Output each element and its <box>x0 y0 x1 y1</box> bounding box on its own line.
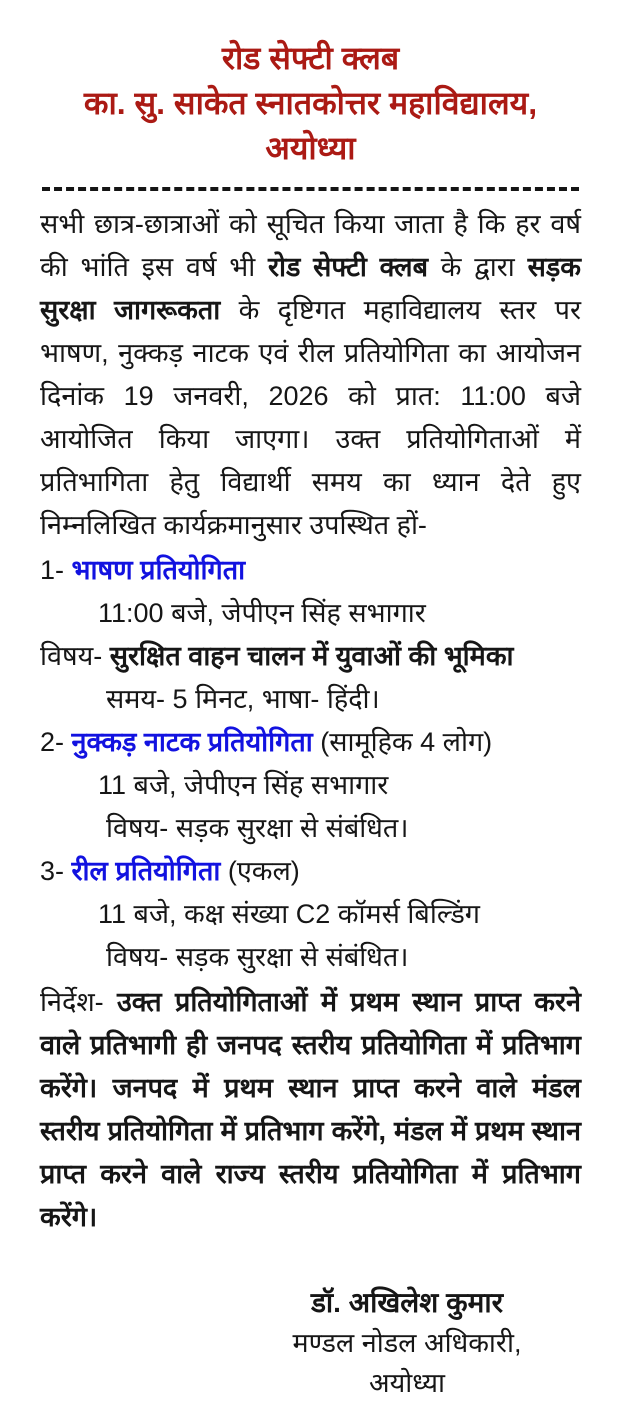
city-name: अयोध्या <box>265 130 356 166</box>
intro-paragraph: सभी छात्र-छात्राओं को सूचित किया जाता है कि हर वर्ष की भांति इस वर्ष भी रोड सेफ्टी क्लब के द्वारा सड़क सुरक्षा जागरूकता के दृष्टिगत महाविद्यालय स्तर पर भाषण, नुक्कड़ नाटक एवं रील प्रतियोगिता का आयोजन दिनांक 19 जनवरी, 2026 को प्रात: 11:00 बजे आयोजित किया जाएगा। उक्त प्रतियोगिताओं में प्रतिभागिता हेतु विद्यार्थी समय का ध्यान देते हुए निम्नलिखित कार्यक्रमानुसार उपस्थित हों- <box>40 209 581 540</box>
item-duration-language: समय- 5 मिनट, भाषा- हिंदी। <box>106 684 380 714</box>
signatory-role: मण्डल नोडल अधिकारी, <box>292 1328 522 1358</box>
item-heading: 3- रील प्रतियोगिता (एकल) <box>40 856 300 886</box>
item-time-venue: 11:00 बजे, जेपीएन सिंह सभागार <box>98 598 426 628</box>
club-name: रोड सेफ्टी क्लब <box>221 40 400 76</box>
schedule-item-street-play-contest <box>40 721 581 850</box>
instructions-paragraph: निर्देश- उक्त प्रतियोगिताओं में प्रथम स्थान प्राप्त करने वाले प्रतिभागी ही जनपद स्तरीय प्रतियोगिता में प्रतिभाग करेंगे। जनपद में प्रथम स्थान प्राप्त करने वाले मंडल स्तरीय प्रतियोगिता में प्रतिभाग करेंगे, मंडल में प्रथम स्थान प्राप्त करने वाले राज्य स्तरीय प्रतियोगिता में प्रतिभाग करेंगे। <box>40 987 581 1232</box>
signature-block <box>257 1283 557 1403</box>
item-heading: 1- भाषण प्रतियोगिता <box>40 555 246 585</box>
schedule-item-speech-contest <box>40 549 581 721</box>
schedule-item-reel-contest <box>40 850 581 979</box>
item-time-venue: 11 बजे, कक्ष संख्या C2 कॉमर्स बिल्डिंग <box>98 899 480 929</box>
signatory-name: डॉ. अखिलेश कुमार <box>310 1287 504 1318</box>
college-name: का. सु. साकेत स्नातकोत्तर महाविद्यालय, <box>83 85 538 121</box>
schedule-list <box>40 549 581 979</box>
item-heading: 2- नुक्कड़ नाटक प्रतियोगिता (सामूहिक 4 लोग) <box>40 727 493 757</box>
item-topic: विषय- सुरक्षित वाहन चालन में युवाओं की भूमिका <box>40 641 514 671</box>
item-topic: विषय- सड़क सुरक्षा से संबंधित। <box>106 813 409 843</box>
item-time-venue: 11 बजे, जेपीएन सिंह सभागार <box>98 770 389 800</box>
item-topic: विषय- सड़क सुरक्षा से संबंधित। <box>106 942 409 972</box>
signatory-place: अयोध्या <box>368 1368 446 1398</box>
dashed-divider <box>42 187 579 191</box>
notice-header <box>40 36 581 171</box>
